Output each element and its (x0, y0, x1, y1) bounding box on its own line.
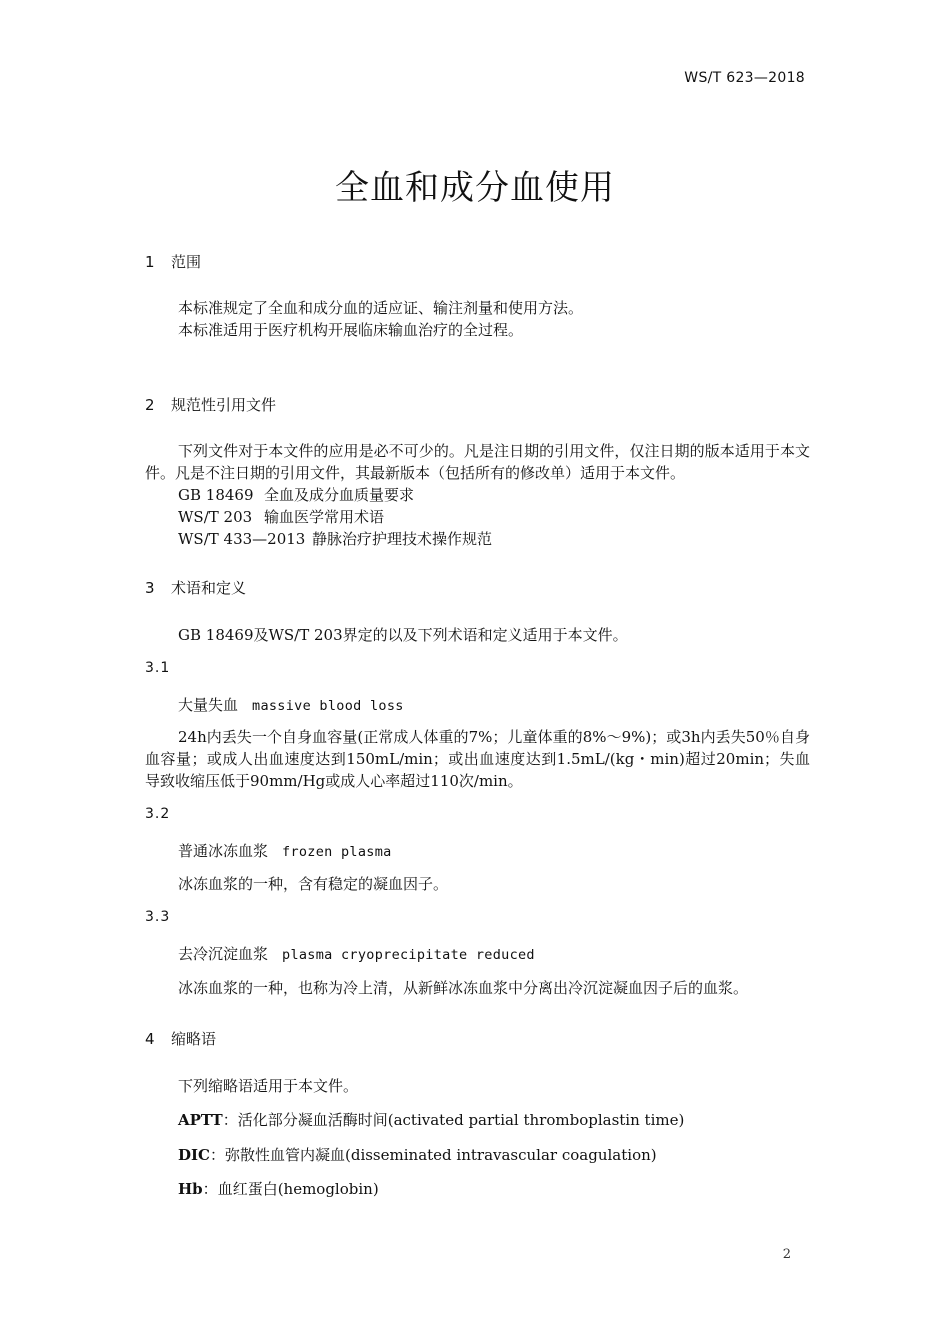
section-title: 缩略语 (171, 1030, 217, 1048)
term-zh: 大量失血 (178, 696, 239, 714)
abbreviation-item (178, 1178, 379, 1200)
abbreviation-item (178, 1109, 684, 1131)
section-number: 2 (145, 396, 155, 414)
abbreviation-separator: ： (209, 1146, 225, 1164)
term-definition: 24h内丢失一个自身血容量(正常成人体重的7%；儿童体重的8%～9%)；或3h内丢失50％自身血容量；或成人出血速度达到150mL/min；或出血速度达到1.5mL/(kg・min)超过20min；失血导致收缩压低于90mm/Hg或成人心率超过110次/min。 (145, 728, 810, 790)
section-number: 3 (145, 579, 155, 597)
term-heading (178, 840, 392, 861)
abbreviation-separator: ： (202, 1180, 218, 1198)
term-heading (178, 943, 535, 964)
reference-item (178, 484, 414, 506)
abbreviation-item (178, 1144, 657, 1166)
reference-code: WS/T 203 (178, 508, 253, 526)
scope-line-2: 本标准适用于医疗机构开展临床输血治疗的全过程。 (178, 321, 524, 339)
terms-intro: GB 18469及WS/T 203界定的以及下列术语和定义适用于本文件。 (178, 626, 628, 644)
page-number: 2 (782, 1247, 791, 1262)
term-en: massive blood loss (252, 698, 404, 714)
section-title: 规范性引用文件 (171, 396, 277, 414)
term-definition: 冰冻血浆的一种，含有稳定的凝血因子。 (178, 875, 449, 893)
reference-name: 全血及成分血质量要求 (264, 486, 415, 504)
term-definition: 冰冻血浆的一种，也称为冷上清，从新鲜冰冻血浆中分离出冷沉淀凝血因子后的血浆。 (178, 979, 749, 997)
section-number: 4 (145, 1030, 155, 1048)
scope-line-1: 本标准规定了全血和成分血的适应证、输注剂量和使用方法。 (178, 299, 584, 317)
abbreviation: DIC (178, 1146, 210, 1164)
term-number: 3.2 (145, 806, 171, 822)
reference-code: WS/T 433—2013 (178, 530, 306, 548)
abbreviation-description: 弥散性血管内凝血(disseminated intravascular coagulation) (224, 1146, 657, 1164)
term-zh: 普通冰冻血浆 (178, 842, 269, 860)
abbreviation-description: 活化部分凝血活酶时间(activated partial thromboplastin time) (237, 1111, 685, 1129)
section-3-heading (145, 577, 246, 598)
abbreviation: APTT (178, 1111, 223, 1129)
abbreviation: Hb (178, 1180, 203, 1198)
term-en: plasma cryoprecipitate reduced (282, 947, 535, 963)
standard-code: WS/T 623—2018 (684, 70, 805, 86)
term-zh: 去冷沉淀血浆 (178, 945, 269, 963)
abbreviations-intro: 下列缩略语适用于本文件。 (178, 1077, 359, 1095)
term-en: frozen plasma (282, 844, 392, 860)
section-4-heading (145, 1028, 216, 1049)
reference-item (178, 528, 492, 550)
section-number: 1 (145, 253, 155, 271)
term-number: 3.3 (145, 909, 171, 925)
abbreviation-separator: ： (222, 1111, 238, 1129)
section-title: 范围 (171, 253, 202, 271)
abbreviation-description: 血红蛋白(hemoglobin) (217, 1180, 379, 1198)
reference-name: 输血医学常用术语 (264, 508, 385, 526)
reference-code: GB 18469 (178, 486, 254, 504)
term-heading (178, 694, 404, 715)
normative-references-intro: 下列文件对于本文件的应用是必不可少的。凡是注日期的引用文件，仅注日期的版本适用于本文件。凡是不注日期的引用文件，其最新版本（包括所有的修改单）适用于本文件。 (145, 442, 810, 482)
section-title: 术语和定义 (171, 579, 247, 597)
term-number: 3.1 (145, 660, 171, 676)
section-2-heading (145, 394, 276, 415)
reference-item (178, 506, 384, 528)
reference-name: 静脉治疗护理技术操作规范 (312, 530, 493, 548)
document-title: 全血和成分血使用 (335, 168, 615, 208)
section-1-heading (145, 251, 201, 272)
